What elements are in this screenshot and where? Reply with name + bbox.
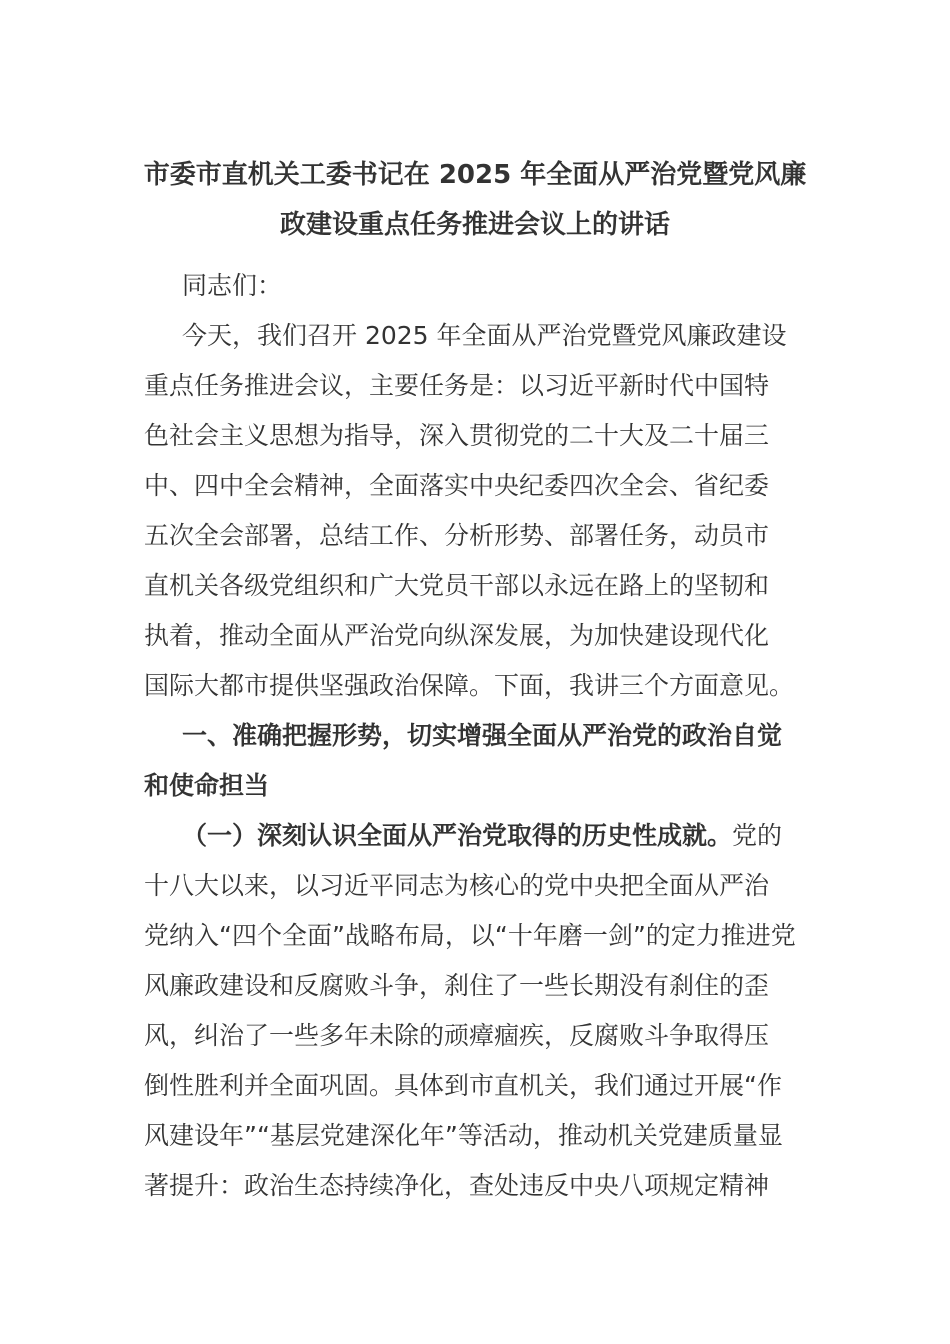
subsection-line-4: 风廉政建设和反腐败斗争，刹住了一些长期没有刹住的歪 (144, 971, 770, 1000)
subsection-line-7: 风建设年”“基层党建深化年”等活动，推动机关党建质量显 (144, 1121, 783, 1150)
document-title-line-1: 市委市直机关工委书记在 2025 年全面从严治党暨党风廉 (143, 160, 807, 190)
document-title-line-2: 政建设重点任务推进会议上的讲话 (279, 210, 670, 240)
intro-line-5: 五次全会部署，总结工作、分析形势、部署任务，动员市 (144, 521, 770, 550)
section-heading-line-1: 一、准确把握形势，切实增强全面从严治党的政治自觉 (182, 721, 783, 750)
intro-line-3: 色社会主义思想为指导，深入贯彻党的二十大及二十届三 (144, 421, 770, 450)
intro-line-8: 国际大都市提供坚强政治保障。下面，我讲三个方面意见。 (144, 671, 795, 700)
subsection-line-3: 党纳入“四个全面”战略布局，以“十年磨一剑”的定力推进党 (144, 921, 796, 950)
subsection-heading: （一）深刻认识全面从严治党取得的历史性成就。 (182, 821, 733, 850)
intro-line-7: 执着，推动全面从严治党向纵深发展，为加快建设现代化 (144, 621, 770, 650)
section-heading-line-2: 和使命担当 (144, 771, 270, 800)
salutation: 同志们： (182, 271, 283, 300)
subsection-line-6: 倒性胜利并全面巩固。具体到市直机关，我们通过开展“作 (144, 1071, 782, 1100)
intro-line-1: 今天，我们召开 2025 年全面从严治党暨党风廉政建设 (182, 321, 787, 350)
subsection-first-line (182, 811, 842, 861)
intro-line-6: 直机关各级党组织和广大党员干部以永远在路上的坚韧和 (144, 571, 770, 600)
subsection-line-2: 十八大以来，以习近平同志为核心的党中央把全面从严治 (144, 871, 770, 900)
subsection-line-8: 著提升：政治生态持续净化，查处违反中央八项规定精神 (144, 1171, 770, 1200)
intro-line-4: 中、四中全会精神，全面落实中央纪委四次全会、省纪委 (144, 471, 770, 500)
intro-line-2: 重点任务推进会议，主要任务是：以习近平新时代中国特 (144, 371, 770, 400)
subsection-line-5: 风，纠治了一些多年未除的顽瘴痼疾，反腐败斗争取得压 (144, 1021, 770, 1050)
subsection-first-line-rest: 党的 (732, 821, 783, 850)
